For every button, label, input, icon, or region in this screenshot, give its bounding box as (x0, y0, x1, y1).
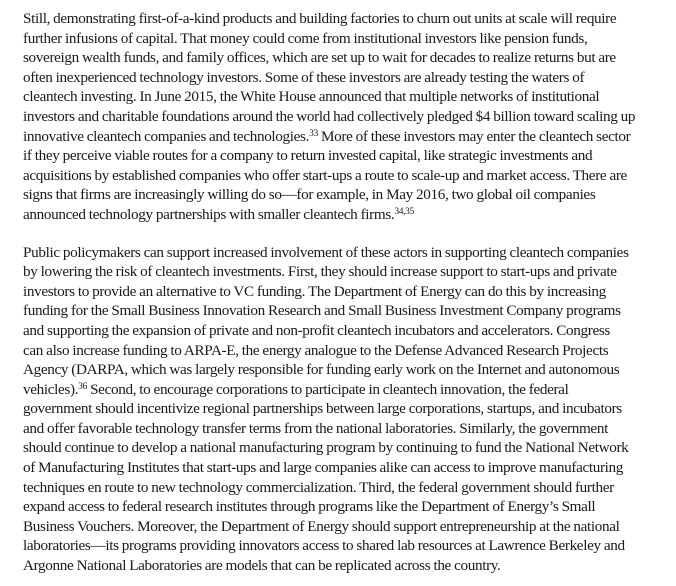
line-text: and offer favorable technology transfer terms from the national laboratories. Similarly, the government (23, 419, 608, 437)
text-line (23, 380, 673, 400)
line-text: of Manufacturing Institutes that start-ups and large companies alike can access to improve manufacturing (23, 459, 624, 477)
text-line (23, 556, 673, 576)
line-text: Business Vouchers. Moreover, the Department of Energy should support entrepreneurship at the national (23, 517, 620, 535)
text-line (23, 48, 673, 68)
line-text: techniques en route to new technology commercialization. Third, the federal government should further (23, 478, 614, 496)
text-line (23, 87, 673, 107)
line-text: expand access to federal research institutes through programs like the Department of Energy’s Small (23, 498, 596, 516)
text-line (23, 399, 673, 419)
line-text: by lowering the risk of cleantech investments. First, they should increase support to start-ups and private (23, 263, 617, 281)
line-text: laboratories—its programs providing innovators access to shared lab resources at Lawrence Berkeley and (23, 537, 625, 555)
text-line (23, 185, 673, 205)
text-line (23, 107, 673, 127)
text-line (23, 341, 673, 361)
line-text: government should incentivize regional partnerships between large corporations, startups, and incubators (23, 400, 622, 418)
line-text: further infusions of capital. That money could come from institutional investors like pension funds, (23, 29, 588, 47)
footnote-reference[interactable]: 34,35 (394, 206, 414, 217)
line-text: Still, demonstrating first-of-a-kind products and building factories to churn out units at scale will require (23, 10, 617, 27)
text-line (23, 517, 673, 537)
line-text: Agency (DARPA, which was largely responsible for funding early work on the Internet and autonomous (23, 361, 620, 379)
line-text: signs that firms are increasingly willing do so—for example, in May 2016, two global oil companies (23, 186, 596, 204)
line-text: Public policymakers can support increased involvement of these actors in supporting cleantech companies (23, 243, 629, 261)
line-text: if they perceive viable routes for a company to return invested capital, like strategic investments and (23, 147, 593, 165)
text-line (23, 262, 673, 282)
line-text: and supporting the expansion of private and non-profit cleantech incubators and accelerators. Congress (23, 321, 610, 339)
text-line (23, 321, 673, 341)
text-line (23, 360, 673, 380)
line-text: Argonne National Laboratories are models that can be replicated across the country. (23, 557, 501, 575)
line-text: vehicles). (23, 380, 79, 398)
text-line (23, 458, 673, 478)
line-text: innovative cleantech companies and technologies. (23, 127, 310, 145)
line-text: investors and charitable foundations around the world had collectively pledged $4 billion toward scaling up (23, 107, 636, 125)
text-line (23, 205, 673, 225)
text-line (23, 166, 673, 186)
paragraph-capital-infusion (23, 9, 673, 225)
text-line (23, 127, 673, 147)
text-line (23, 243, 673, 263)
text-line (23, 438, 673, 458)
paragraph-policy-recommendations (23, 243, 673, 576)
line-text: investors to provide an alternative to VC funding. The Department of Energy can do this by increasing (23, 282, 606, 300)
line-text: should continue to develop a national manufacturing program by continuing to fund the National Network (23, 439, 629, 457)
line-text: announced technology partnerships with smaller cleantech firms. (23, 205, 395, 223)
document-page (23, 9, 673, 576)
line-text: acquisitions by established companies who offer start-ups a route to scale-up and market access. There are (23, 166, 627, 184)
footnote-reference[interactable]: 36 (78, 381, 87, 392)
text-line (23, 68, 673, 88)
line-text: funding for the Small Business Innovation Research and Small Business Investment Company programs (23, 302, 621, 320)
line-text: can also increase funding to ARPA-E, the energy analogue to the Defense Advanced Research Projects (23, 341, 609, 359)
text-line (23, 29, 673, 49)
text-line (23, 9, 673, 29)
line-text-continued: More of these investors may enter the cleantech sector (317, 127, 631, 145)
text-line (23, 282, 673, 302)
text-line (23, 478, 673, 498)
line-text-continued: Second, to encourage corporations to participate in cleantech innovation, the federal (86, 380, 569, 398)
line-text: cleantech investing. In June 2015, the White House announced that multiple networks of institutional (23, 88, 600, 106)
text-line (23, 536, 673, 556)
line-text: sovereign wealth funds, and family offices, which are set up to wait for decades to realize returns but are (23, 49, 616, 67)
footnote-reference[interactable]: 33 (309, 128, 318, 139)
text-line (23, 301, 673, 321)
line-text: often inexperienced technology investors. Some of these investors are already testing the waters of (23, 68, 585, 86)
text-line (23, 419, 673, 439)
text-line (23, 497, 673, 517)
text-line (23, 146, 673, 166)
